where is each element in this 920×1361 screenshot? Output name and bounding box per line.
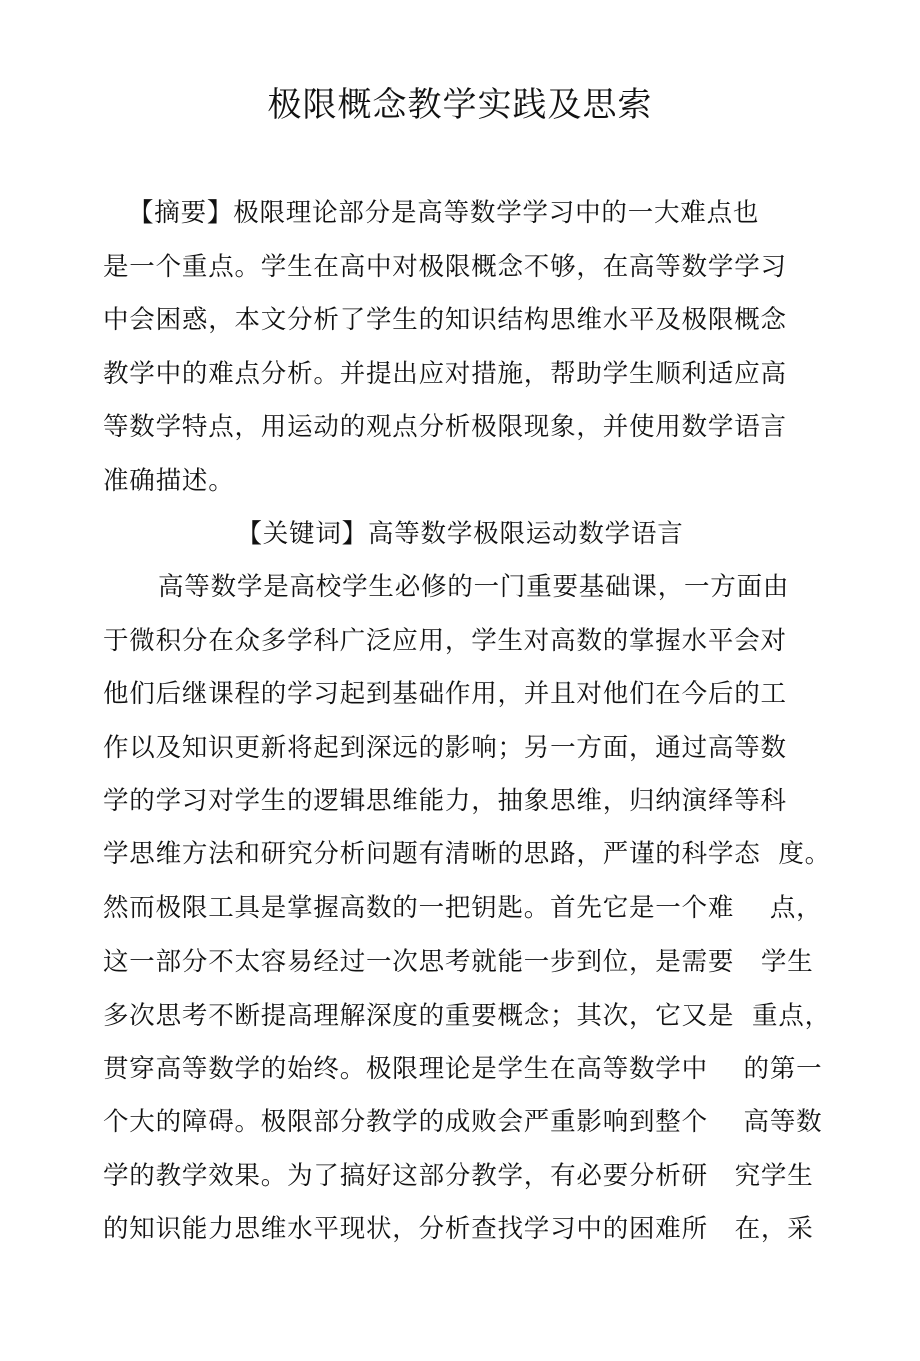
keywords: 【关键词】高等数学极限运动数学语言 bbox=[236, 519, 684, 549]
body-line: 学的学习对学生的逻辑思维能力，抽象思维，归纳演绎等科 bbox=[103, 786, 787, 816]
body-line: 高等数学是高校学生必修的一门重要基础课，一方面由 bbox=[158, 572, 790, 602]
body-line: 于微积分在众多学科广泛应用，学生对高数的掌握水平会对 bbox=[103, 626, 787, 656]
body-line: 作以及知识更新将起到深远的影响；另一方面，通过高等数 bbox=[103, 733, 787, 763]
body-line: 个大的障碍。极限部分教学的成败会严重影响到整个 高等数 bbox=[103, 1107, 823, 1137]
body-line: 学思维方法和研究分析问题有清晰的思路，严谨的科学态 度。 bbox=[103, 839, 831, 869]
body-line: 然而极限工具是掌握高数的一把钥匙。首先它是一个难 点， bbox=[103, 893, 823, 923]
body-line: 多次思考不断提高理解深度的重要概念；其次，它又是 重点， bbox=[103, 1001, 831, 1031]
abstract-line: 中会困惑，本文分析了学生的知识结构思维水平及极限概念 bbox=[103, 305, 787, 335]
abstract-line: 准确描述。 bbox=[103, 466, 235, 496]
abstract-line: 【摘要】极限理论部分是高等数学学习中的一大难点也 bbox=[128, 198, 760, 228]
body-line: 他们后继课程的学习起到基础作用，并且对他们在今后的工 bbox=[103, 679, 787, 709]
body-line: 贯穿高等数学的始终。极限理论是学生在高等数学中 的第一 bbox=[103, 1054, 823, 1084]
abstract-line: 是一个重点。学生在高中对极限概念不够，在高等数学学习 bbox=[103, 252, 787, 282]
body-line: 这一部分不太容易经过一次思考就能一步到位，是需要 学生 bbox=[103, 947, 814, 977]
abstract-line: 等数学特点，用运动的观点分析极限现象，并使用数学语言 bbox=[103, 412, 787, 442]
abstract-line: 教学中的难点分析。并提出应对措施，帮助学生顺利适应高 bbox=[103, 359, 787, 389]
body-line: 的知识能力思维水平现状，分析查找学习中的困难所 在，采 bbox=[103, 1214, 814, 1244]
document-title: 极限概念教学实践及思索 bbox=[267, 85, 653, 125]
body-line: 学的教学效果。为了搞好这部分教学，有必要分析研 究学生 bbox=[103, 1161, 814, 1191]
